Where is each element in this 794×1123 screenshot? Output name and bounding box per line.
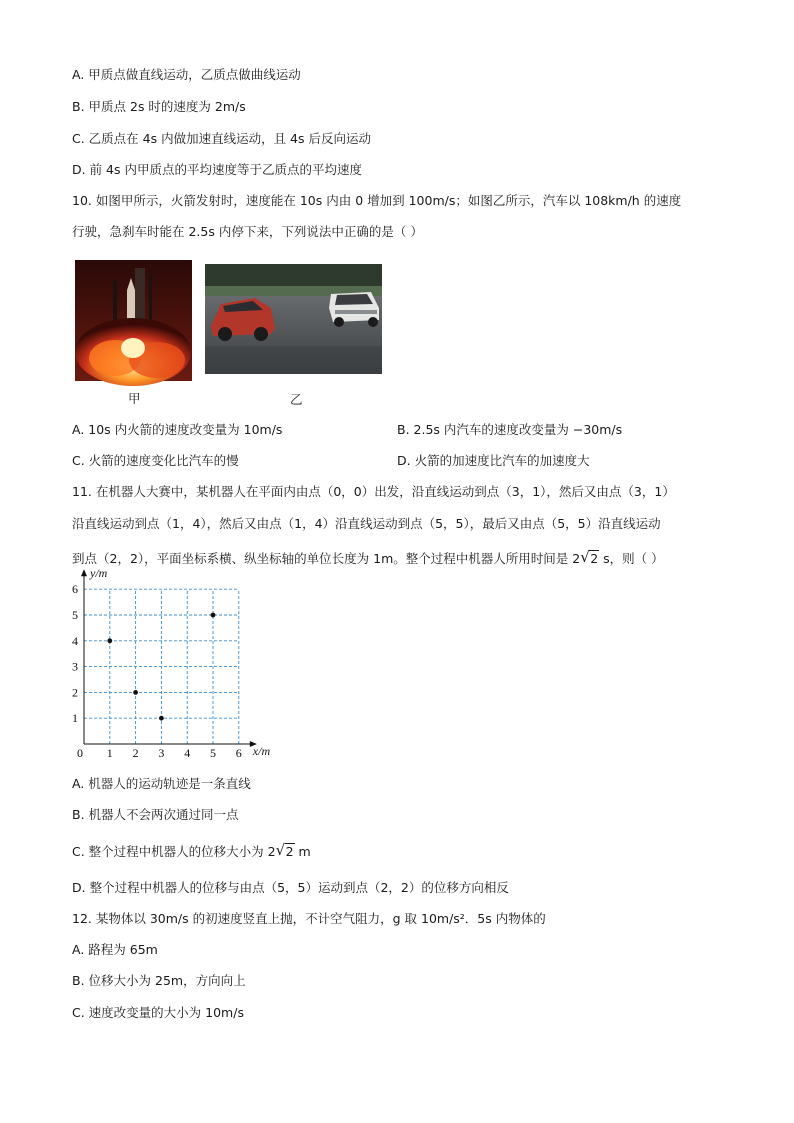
q11-option-c-text: C. 整个过程中机器人的位移大小为 2 xyxy=(72,844,276,859)
q10-option-b: B. 2.5s 内汽车的速度改变量为 −30m/s xyxy=(397,422,623,437)
y-tick-label: 3 xyxy=(72,659,78,674)
q9-option-a: A. 甲质点做直线运动，乙质点做曲线运动 xyxy=(72,67,301,82)
y-axis-label: y/m xyxy=(90,566,108,581)
q12-stem: 12. 某物体以 30m/s 的初速度竖直上抛，不计空气阻力，g 取 10m/s²．5s 内物体的 xyxy=(72,911,546,926)
q10-option-c: C. 火箭的速度变化比汽车的慢 xyxy=(72,453,239,468)
x-tick-label: 6 xyxy=(235,746,242,760)
q10-option-a: A. 10s 内火箭的速度改变量为 10m/s xyxy=(72,422,283,437)
y-axis-arrow xyxy=(81,569,87,576)
data-point xyxy=(133,690,138,695)
q11-stem-line1: 11. 在机器人大赛中，某机器人在平面内由点（0，0）出发，沿直线运动到点（3，1），然后又由点（3，1） xyxy=(72,484,675,499)
q12-option-a: A. 路程为 65m xyxy=(72,942,158,957)
caption-yi: 乙 xyxy=(290,392,303,407)
q10-stem-line1: 10. 如图甲所示，火箭发射时，速度能在 10s 内由 0 增加到 100m/s；如图乙所示，汽车以 108km/h 的速度 xyxy=(72,193,682,208)
sqrt-argument: 2 xyxy=(285,844,294,859)
origin-label: 0 xyxy=(77,746,83,760)
q9-option-d: D. 前 4s 内甲质点的平均速度等于乙质点的平均速度 xyxy=(72,162,362,177)
q11-stem-line3-suffix: s，则（ ） xyxy=(599,551,664,566)
q10-option-d: D. 火箭的加速度比汽车的加速度大 xyxy=(397,453,590,468)
q11-stem-line3-text: 到点（2，2），平面坐标系横、纵坐标轴的单位长度为 1m。整个过程中机器人所用时间是 2 xyxy=(72,551,581,566)
q11-stem-line3 xyxy=(72,550,664,568)
sqrt-argument: 2 xyxy=(590,551,599,566)
q9-option-b: B. 甲质点 2s 时的速度为 2m/s xyxy=(72,99,246,114)
y-tick-label: 6 xyxy=(72,582,78,597)
q12-option-b: B. 位移大小为 25m，方向向上 xyxy=(72,973,246,988)
x-axis-label: x/m xyxy=(252,744,271,758)
cars-photo xyxy=(205,264,382,374)
q11-option-c xyxy=(72,843,311,861)
y-tick-label: 1 xyxy=(72,711,78,726)
q11-option-a: A. 机器人的运动轨迹是一条直线 xyxy=(72,776,251,791)
q10-stem-line2: 行驶，急刹车时能在 2.5s 内停下来，下列说法中正确的是（ ） xyxy=(72,224,423,239)
data-point xyxy=(211,613,216,618)
x-tick-label: 1 xyxy=(106,746,113,760)
q11-option-d: D. 整个过程中机器人的位移与由点（5，5）运动到点（2，2）的位移方向相反 xyxy=(72,880,509,895)
x-tick-label: 4 xyxy=(184,746,191,760)
sqrt-symbol: √ 2 xyxy=(580,548,599,566)
data-point xyxy=(159,716,164,721)
q9-option-c: C. 乙质点在 4s 内做加速直线运动，且 4s 后反向运动 xyxy=(72,131,371,146)
q12-option-c: C. 速度改变量的大小为 10m/s xyxy=(72,1005,244,1020)
x-tick-label: 2 xyxy=(132,746,139,760)
q11-stem-line2: 沿直线运动到点（1，4），然后又由点（1，4）沿直线运动到点（5，5），最后又由点（5，5）沿直线运动 xyxy=(72,516,661,531)
y-tick-label: 4 xyxy=(72,633,78,648)
sqrt-symbol: √ 2 xyxy=(275,841,294,859)
x-tick-label: 3 xyxy=(158,746,165,760)
data-point xyxy=(107,638,112,643)
x-tick-label: 5 xyxy=(210,746,216,760)
caption-jia: 甲 xyxy=(128,391,141,406)
y-tick-label: 5 xyxy=(72,608,78,622)
coordinate-grid-chart xyxy=(70,566,290,762)
q11-option-b: B. 机器人不会两次通过同一点 xyxy=(72,807,239,822)
y-tick-label: 2 xyxy=(72,685,78,700)
q11-option-c-suffix: m xyxy=(294,844,311,859)
rocket-launch-photo xyxy=(75,260,192,381)
